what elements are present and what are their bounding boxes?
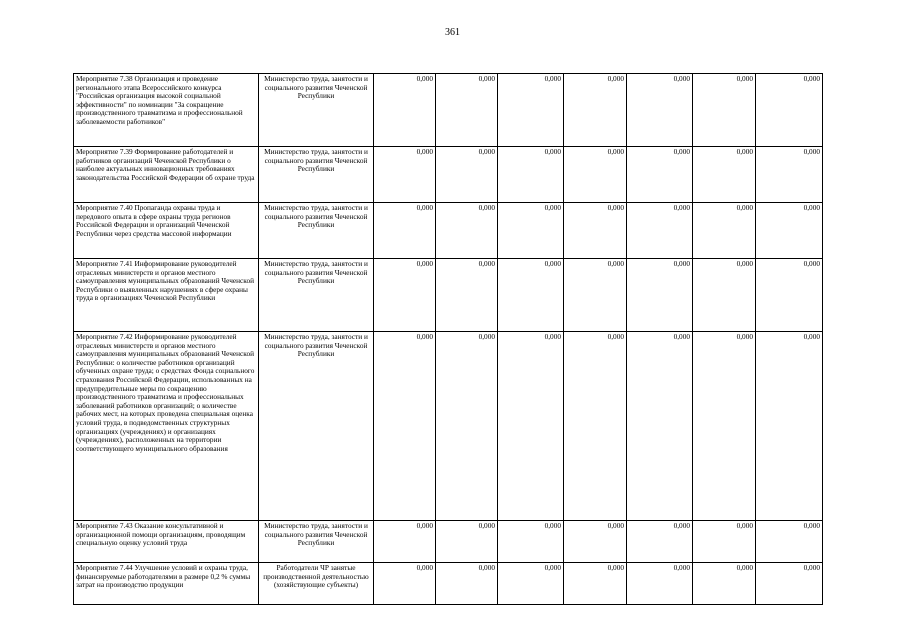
funding-value-cell: 0,000 bbox=[374, 259, 436, 332]
funding-value-cell: 0,000 bbox=[756, 259, 823, 332]
funding-value-cell: 0,000 bbox=[436, 259, 498, 332]
table-row bbox=[74, 74, 823, 147]
funding-value-cell: 0,000 bbox=[374, 203, 436, 259]
funding-value-cell: 0,000 bbox=[756, 332, 823, 521]
measure-description: Мероприятие 7.44 Улучшение условий и охраны труда, финансируемые работодателями в размере 0,2 % суммы затрат на производство продукции bbox=[74, 563, 259, 605]
funding-value-cell: 0,000 bbox=[756, 563, 823, 605]
funding-value-cell: 0,000 bbox=[756, 521, 823, 563]
funding-value-cell: 0,000 bbox=[756, 74, 823, 147]
measure-description: Мероприятие 7.43 Оказание консультативной и организационной помощи организациям, проводящим специальную оценку условий труда bbox=[74, 521, 259, 563]
funding-value-cell: 0,000 bbox=[436, 332, 498, 521]
funding-value-cell: 0,000 bbox=[374, 563, 436, 605]
funding-value-cell: 0,000 bbox=[564, 332, 627, 521]
measure-description: Мероприятие 7.42 Информирование руководителей отраслевых министерств и органов местного самоуправления муниципальных образований Чеченской Республики: о количестве работников организаций обученных охране труда; о средствах Фонда социального страхования Российской Федерации, использованных на предупредительные меры по сокращению производственного травматизма и профессиональных заболеваний работников организаций; о количестве рабочих мест, на которых проведена специальная оценка условий труда, в подведомственных структурных организациях (учреждениях) и организациях (учреждениях), расположенных на территории соответствующего муниципального образования bbox=[74, 332, 259, 521]
executor-cell: Министерство труда, занятости и социального развития Чеченской Республики bbox=[259, 147, 374, 203]
executor-cell: Министерство труда, занятости и социального развития Чеченской Республики bbox=[259, 259, 374, 332]
funding-value-cell: 0,000 bbox=[436, 203, 498, 259]
funding-value-cell: 0,000 bbox=[564, 203, 627, 259]
table-row bbox=[74, 259, 823, 332]
funding-value-cell: 0,000 bbox=[374, 521, 436, 563]
funding-value-cell: 0,000 bbox=[498, 203, 564, 259]
funding-value-cell: 0,000 bbox=[627, 203, 693, 259]
funding-value-cell: 0,000 bbox=[498, 74, 564, 147]
funding-value-cell: 0,000 bbox=[627, 259, 693, 332]
funding-value-cell: 0,000 bbox=[374, 74, 436, 147]
funding-value-cell: 0,000 bbox=[436, 521, 498, 563]
funding-value-cell: 0,000 bbox=[564, 259, 627, 332]
funding-value-cell: 0,000 bbox=[627, 332, 693, 521]
funding-value-cell: 0,000 bbox=[693, 203, 756, 259]
funding-value-cell: 0,000 bbox=[756, 203, 823, 259]
table-row bbox=[74, 332, 823, 521]
funding-value-cell: 0,000 bbox=[627, 563, 693, 605]
funding-value-cell: 0,000 bbox=[374, 147, 436, 203]
measures-table bbox=[73, 73, 823, 605]
funding-value-cell: 0,000 bbox=[498, 332, 564, 521]
funding-value-cell: 0,000 bbox=[693, 563, 756, 605]
funding-value-cell: 0,000 bbox=[693, 74, 756, 147]
funding-value-cell: 0,000 bbox=[498, 259, 564, 332]
funding-value-cell: 0,000 bbox=[756, 147, 823, 203]
executor-cell: Министерство труда, занятости и социального развития Чеченской Республики bbox=[259, 332, 374, 521]
measure-description: Мероприятие 7.39 Формирование работодателей и работников организаций Чеченской Республики о наиболее актуальных инновационных требованиях законодательства Российской Федерации об охране труда bbox=[74, 147, 259, 203]
funding-value-cell: 0,000 bbox=[693, 332, 756, 521]
funding-value-cell: 0,000 bbox=[627, 74, 693, 147]
table-row bbox=[74, 563, 823, 605]
funding-value-cell: 0,000 bbox=[436, 563, 498, 605]
funding-value-cell: 0,000 bbox=[564, 521, 627, 563]
funding-value-cell: 0,000 bbox=[498, 563, 564, 605]
table-row bbox=[74, 147, 823, 203]
executor-cell: Работодатели ЧР занятые производственной деятельностью (хозяйствующие субъекты) bbox=[259, 563, 374, 605]
funding-value-cell: 0,000 bbox=[498, 147, 564, 203]
funding-value-cell: 0,000 bbox=[627, 521, 693, 563]
funding-value-cell: 0,000 bbox=[436, 74, 498, 147]
funding-value-cell: 0,000 bbox=[564, 563, 627, 605]
funding-value-cell: 0,000 bbox=[564, 74, 627, 147]
executor-cell: Министерство труда, занятости и социального развития Чеченской Республики bbox=[259, 521, 374, 563]
funding-value-cell: 0,000 bbox=[374, 332, 436, 521]
funding-value-cell: 0,000 bbox=[436, 147, 498, 203]
funding-value-cell: 0,000 bbox=[627, 147, 693, 203]
executor-cell: Министерство труда, занятости и социального развития Чеченской Республики bbox=[259, 74, 374, 147]
funding-value-cell: 0,000 bbox=[498, 521, 564, 563]
executor-cell: Министерство труда, занятости и социального развития Чеченской Республики bbox=[259, 203, 374, 259]
measure-description: Мероприятие 7.41 Информирование руководителей отраслевых министерств и органов местного самоуправления муниципальных образований Чеченской Республики о выявленных нарушениях в сфере охраны труда в организациях Чеченской Республики bbox=[74, 259, 259, 332]
measure-description: Мероприятие 7.40 Пропаганда охраны труда и передового опыта в сфере охраны труда регионов Российской Федерации и организаций Чеченской Республики через средства массовой информации bbox=[74, 203, 259, 259]
measure-description: Мероприятие 7.38 Организация и проведение регионального этапа Всероссийского конкурса "Российская организация высокой социальной эффективности" по номинации "За сокращение производственного травматизма и профессиональной заболеваемости работников" bbox=[74, 74, 259, 147]
table-row bbox=[74, 203, 823, 259]
funding-value-cell: 0,000 bbox=[564, 147, 627, 203]
page-number: 361 bbox=[445, 27, 460, 38]
funding-value-cell: 0,000 bbox=[693, 147, 756, 203]
funding-value-cell: 0,000 bbox=[693, 259, 756, 332]
funding-value-cell: 0,000 bbox=[693, 521, 756, 563]
table-row bbox=[74, 521, 823, 563]
